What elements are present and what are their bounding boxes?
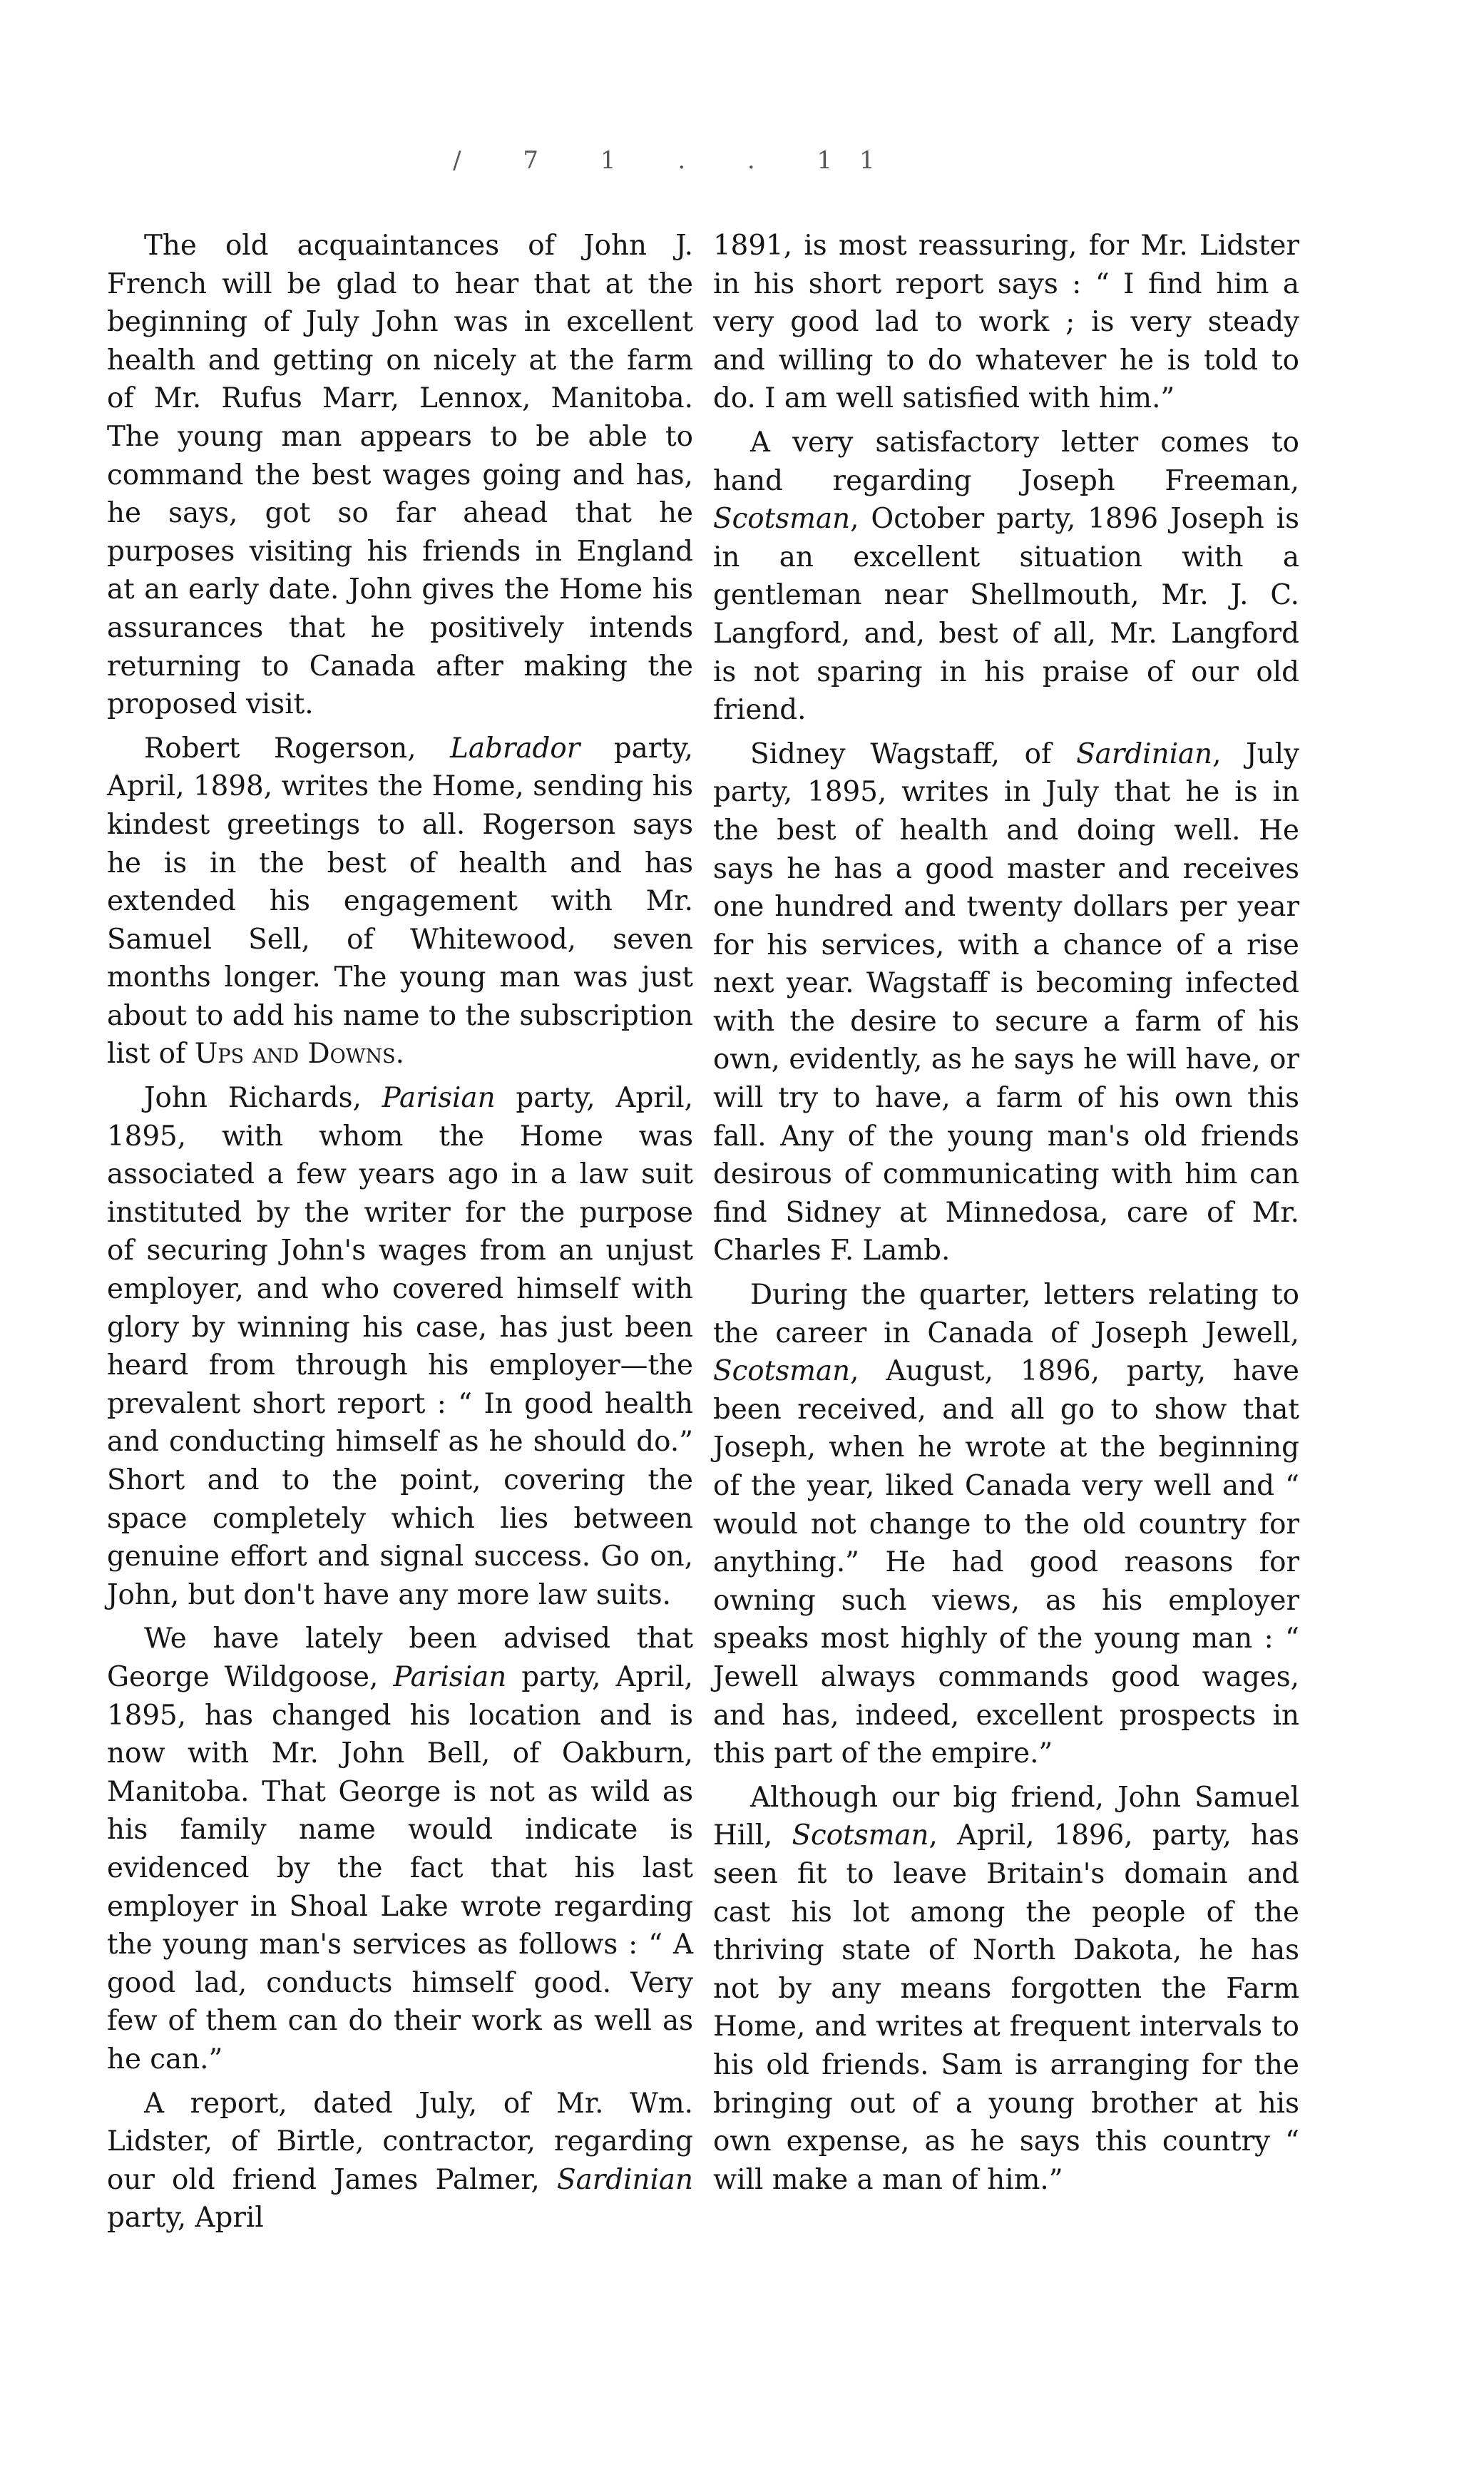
- right-column: [713, 227, 1299, 2205]
- ship-name: Scotsman: [713, 503, 851, 536]
- paragraph-text: Although our big friend, John Samuel Hill,: [713, 1781, 1299, 1852]
- paragraph-text: party, April, 1895, with whom the Home was associated a few years ago in a law suit instituted by the writer for the purpose of securing John's wages from an unjust employer, and who covered himself with glory by winning his case, has just been heard from through his employer—the prevalent short report : “ In good health and conducting himself as he should do.” Short and to the point, covering the space completely which lies between genuine effort and signal success. Go on, John, but don't have any more law suits.: [107, 1082, 693, 1611]
- paragraph-text: party, April: [107, 2202, 264, 2235]
- page-header: / 7 1 . . 11: [453, 146, 902, 175]
- paragraph-text: John Richards,: [144, 1082, 382, 1115]
- paragraph-text: The old acquaintances of John J. French will be glad to hear that at the beginning of July John was in excellent health and getting on nicely at the farm of Mr. Rufus Marr, Lennox, Manitoba. The young man appears to be able to command the best wages going and has, he says, got so far ahead that he purposes visiting his friends in England at an early date. John gives the Home his assurances that he positively intends returning to Canada after making the proposed visit.: [107, 230, 693, 721]
- ship-name: Parisian: [393, 1660, 507, 1693]
- paragraph-palmer-start: [107, 2085, 693, 2237]
- paragraph-text: , July party, 1895, writes in July that he is in the best of health and doing well. He says he has a good master and receives one hundred and twenty dollars per year for his services, with a chance of a rise next year. Wagstaff is becoming infected with the desire to secure a farm of his own, evidently, as he says he will have, or will try to have, a farm of his own this fall. Any of the young man's old friends desirous of communicating with him can find Sidney at Minnedosa, care of Mr. Charles F. Lamb.: [713, 737, 1299, 1267]
- ship-name: Sardinian: [556, 2163, 693, 2196]
- paragraph-richards: [107, 1079, 693, 1614]
- ship-name: Labrador: [450, 732, 580, 765]
- paragraph-freeman: [713, 424, 1299, 730]
- left-column: [107, 227, 693, 2243]
- paragraph-wagstaff: [713, 735, 1299, 1270]
- paragraph-wildgoose: [107, 1620, 693, 2078]
- paragraph-hill: [713, 1779, 1299, 2200]
- ship-name: Parisian: [382, 1082, 496, 1115]
- paragraph-text: We have lately been advised that George Wildgoose,: [107, 1623, 693, 1693]
- paragraph-text: A very satisfactory letter comes to hand regarding Joseph Freeman,: [713, 426, 1299, 497]
- ship-name: Scotsman: [713, 1355, 851, 1388]
- paragraph-text: A report, dated July, of Mr. Wm. Lidster, of Birtle, contractor, regarding our old friend James Palmer,: [107, 2087, 693, 2196]
- publication-name: Ups and Downs: [194, 1038, 396, 1071]
- paragraph-palmer-end: [713, 227, 1299, 418]
- paragraph-text: Sidney Wagstaff, of: [750, 737, 1077, 770]
- paragraph-rogerson: [107, 730, 693, 1073]
- paragraph-text: 1891, is most reassuring, for Mr. Lidster in his short report says : “ I find him a very good lad to work ; is very steady and willing to do whatever he is told to do. I am well satisfied with him.”: [713, 230, 1299, 415]
- ship-name: Scotsman: [792, 1819, 929, 1852]
- paragraph-text: Robert Rogerson,: [144, 732, 451, 765]
- paragraph-text: .: [395, 1038, 404, 1071]
- paragraph-jewell: [713, 1276, 1299, 1773]
- paragraph-text: During the quarter, letters relating to the career in Canada of Joseph Jewell,: [713, 1279, 1299, 1349]
- paragraph-text: party, April, 1898, writes the Home, sending his kindest greetings to all. Rogerson says he is in the best of health and has extended his engagement with Mr. Samuel Sell, of Whitewood, seven months longer. The young man was just about to add his name to the subscription list of: [107, 732, 693, 1071]
- paragraph-french: [107, 227, 693, 724]
- ship-name: Sardinian: [1076, 737, 1213, 770]
- paragraph-text: , October party, 1896 Joseph is in an excellent situation with a gentleman near Shellmouth, Mr. J. C. Langford, and, best of all, Mr. Langford is not sparing in his praise of our old friend.: [713, 503, 1299, 727]
- paragraph-text: party, April, 1895, has changed his location and is now with Mr. John Bell, of Oakburn, Manitoba. That George is not as wild as his family name would indicate is evidenced by the fact that his last employer in Shoal Lake wrote regarding the young man's services as follows : “ A good lad, conducts himself good. Very few of them can do their work as well as he can.”: [107, 1660, 693, 2075]
- paragraph-text: , April, 1896, party, has seen fit to leave Britain's domain and cast his lot among the people of the thriving state of North Dakota, he has not by any means forgotten the Farm Home, and writes at frequent intervals to his old friends. Sam is arranging for the bringing out of a young brother at his own expense, as he says this country “ will make a man of him.”: [713, 1819, 1299, 2196]
- paragraph-text: , August, 1896, party, have been received, and all go to show that Joseph, when he wrote at the beginning of the year, liked Canada very well and “ would not change to the old country for anything.” He had good reasons for owning such views, as his employer speaks most highly of the young man : “ Jewell always commands good wages, and has, indeed, excellent prospects in this part of the empire.”: [713, 1355, 1299, 1770]
